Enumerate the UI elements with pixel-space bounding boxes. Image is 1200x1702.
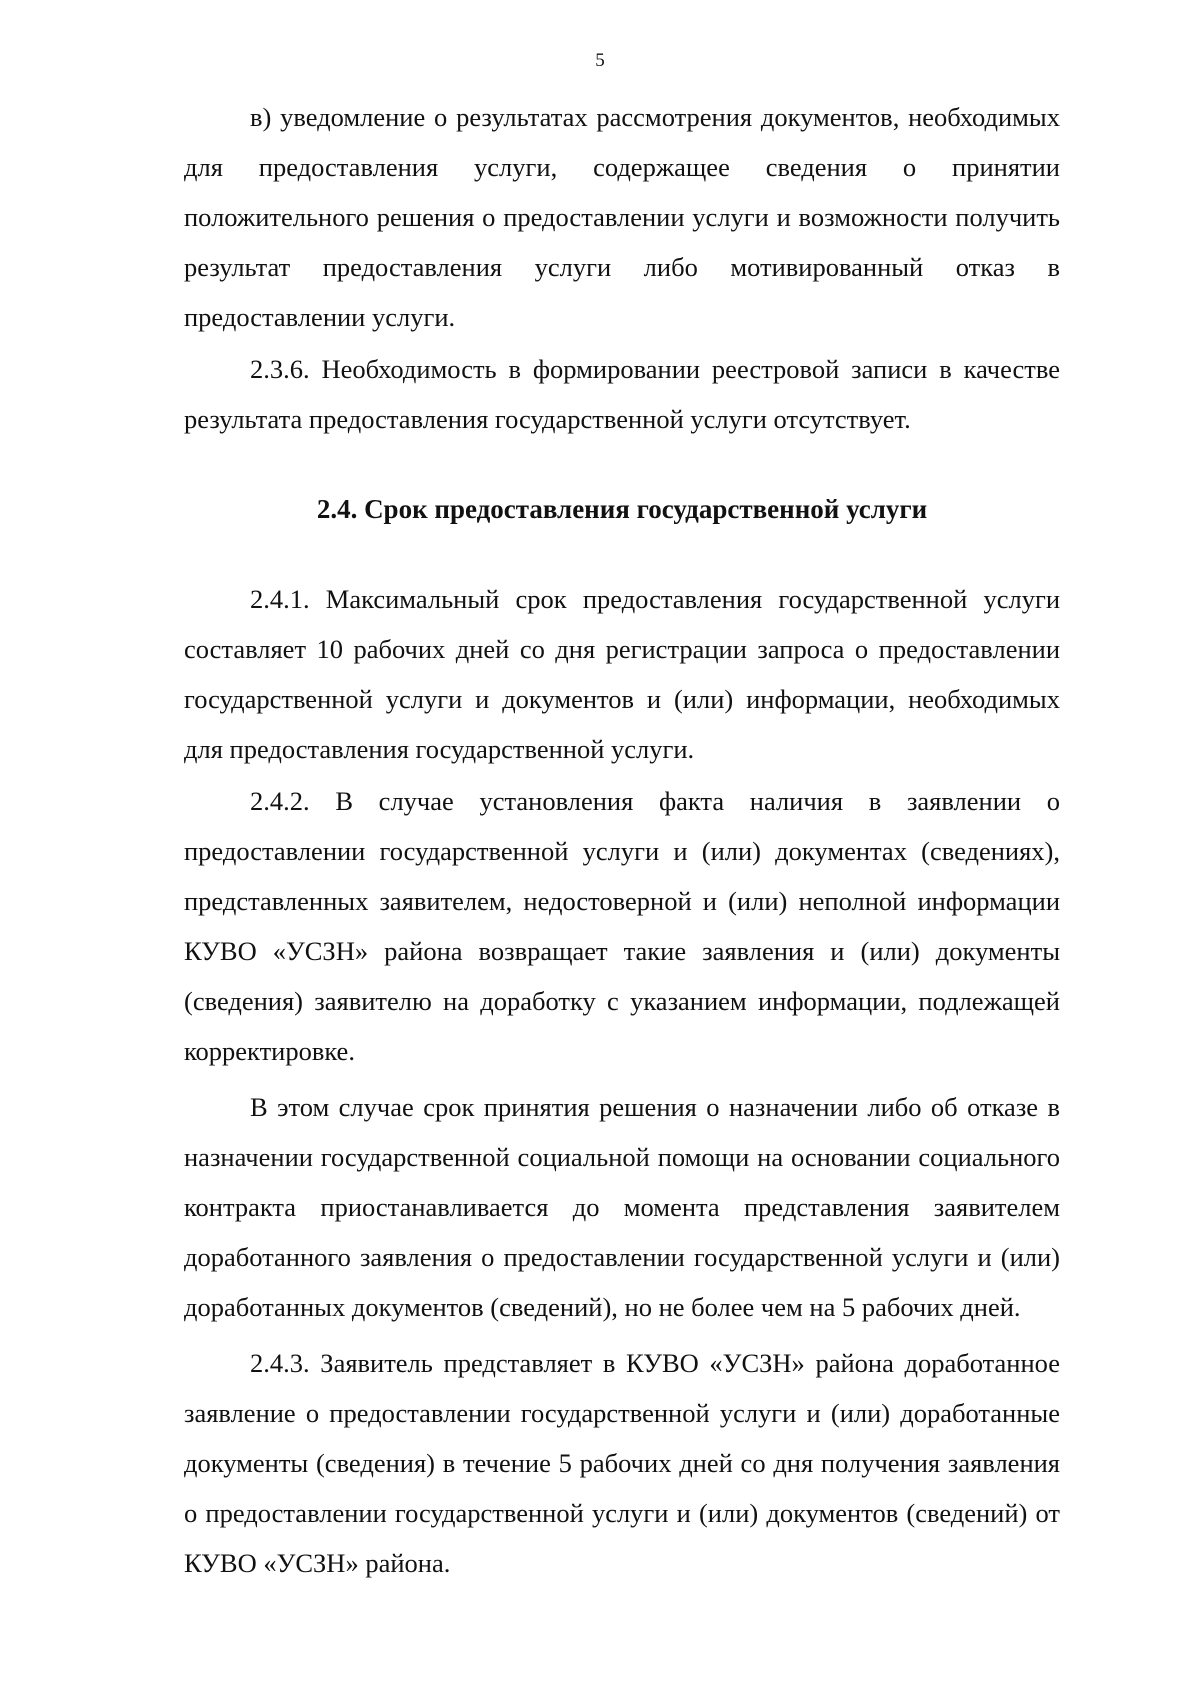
paragraph-2-4-3: 2.4.3. Заявитель представляет в КУВО «УСЗН» района доработанное заявление о предоставлении государственной услуги и (или) доработанные документы (сведения) в течение 5 рабочих дней со дня получения заявления о предоставлении государственной услуги и (или) документов (сведений) от КУВО «УСЗН» района.: [184, 1348, 1060, 1578]
paragraph-notification-result: в) уведомление о результатах рассмотрения документов, необходимых для предоставления услуги, содержащее сведения о принятии положительного решения о предоставлении услуги и возможности получить результат предоставления услуги либо мотивированный отказ в предоставлении услуги.: [184, 102, 1060, 332]
document-body: [184, 92, 1060, 1588]
paragraph-suspension-term: В этом случае срок принятия решения о назначении либо об отказе в назначении государственной социальной помощи на основании социального контракта приостанавливается до момента представления заявителем доработанного заявления о предоставлении государственной услуги и (или) доработанных документов (сведений), но не более чем на 5 рабочих дней.: [184, 1092, 1060, 1322]
paragraph-2-4-1: 2.4.1. Максимальный срок предоставления государственной услуги составляет 10 рабочих дней со дня регистрации запроса о предоставлении государственной услуги и документов и (или) информации, необходимых для предоставления государственной услуги.: [184, 584, 1060, 764]
paragraph-2-3-6: 2.3.6. Необходимость в формировании реестровой записи в качестве результата предоставления государственной услуги отсутствует.: [184, 354, 1060, 434]
page-number: 5: [595, 50, 605, 71]
paragraph-2-4-2: 2.4.2. В случае установления факта наличия в заявлении о предоставлении государственной услуги и (или) документах (сведениях), представленных заявителем, недостоверной и (или) неполной информации КУВО «УСЗН» района возвращает такие заявления и (или) документы (сведения) заявителю на доработку с указанием информации, подлежащей корректировке.: [184, 786, 1060, 1066]
section-heading-2-4: 2.4. Срок предоставления государственной услуги: [316, 494, 928, 524]
